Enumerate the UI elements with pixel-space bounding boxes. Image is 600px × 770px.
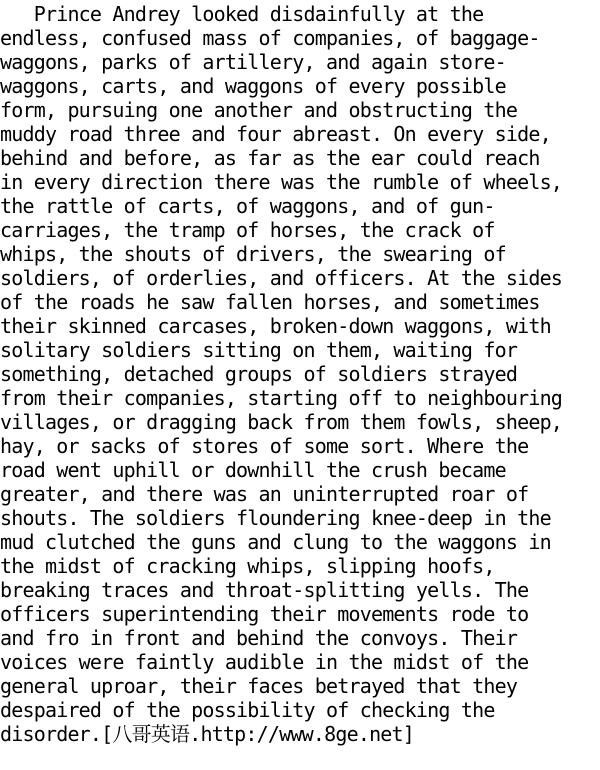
text-line: form, pursuing one another and obstructing the bbox=[0, 98, 518, 122]
text-line: breaking traces and throat-splitting yells. The bbox=[0, 578, 529, 602]
text-line: carriages, the tramp of horses, the crack of bbox=[0, 218, 495, 242]
text-line: villages, or dragging back from them fowls, sheep, bbox=[0, 410, 563, 434]
text-line: voices were faintly audible in the midst of the bbox=[0, 650, 529, 674]
text-line: mud clutched the guns and clung to the waggons in bbox=[0, 530, 551, 554]
text-line: solitary soldiers sitting on them, waiting for bbox=[0, 338, 518, 362]
text-line: general uproar, their faces betrayed that they bbox=[0, 674, 518, 698]
text-line: officers superintending their movements rode to bbox=[0, 602, 529, 626]
text-line: the rattle of carts, of waggons, and of gun- bbox=[0, 194, 495, 218]
text-line: of the roads he saw fallen horses, and sometimes bbox=[0, 290, 540, 314]
text-line: and fro in front and behind the convoys. Their bbox=[0, 626, 518, 650]
text-line: in every direction there was the rumble of wheels, bbox=[0, 170, 563, 194]
text-line: whips, the shouts of drivers, the swearing of bbox=[0, 242, 506, 266]
text-line: road went uphill or downhill the crush became bbox=[0, 458, 506, 482]
text-line: disorder.[八哥英语.http://www.8ge.net] bbox=[0, 722, 415, 746]
text-line: Prince Andrey looked disdainfully at the bbox=[0, 2, 484, 26]
text-line: shouts. The soldiers floundering knee-deep in the bbox=[0, 506, 551, 530]
text-line: despaired of the possibility of checking the bbox=[0, 698, 495, 722]
text-line: greater, and there was an uninterrupted roar of bbox=[0, 482, 529, 506]
text-line: from their companies, starting off to neighbouring bbox=[0, 386, 563, 410]
text-line: endless, confused mass of companies, of baggage- bbox=[0, 26, 540, 50]
text-line: the midst of cracking whips, slipping hoofs, bbox=[0, 554, 495, 578]
text-line: their skinned carcases, broken-down waggons, with bbox=[0, 314, 551, 338]
text-line: something, detached groups of soldiers strayed bbox=[0, 362, 518, 386]
text-line: waggons, parks of artillery, and again store- bbox=[0, 50, 506, 74]
text-line: hay, or sacks of stores of some sort. Where the bbox=[0, 434, 529, 458]
text-line: waggons, carts, and waggons of every possible bbox=[0, 74, 506, 98]
text-line: muddy road three and four abreast. On every side, bbox=[0, 122, 551, 146]
text-line: soldiers, of orderlies, and officers. At the sides bbox=[0, 266, 563, 290]
text-line: behind and before, as far as the ear could reach bbox=[0, 146, 540, 170]
